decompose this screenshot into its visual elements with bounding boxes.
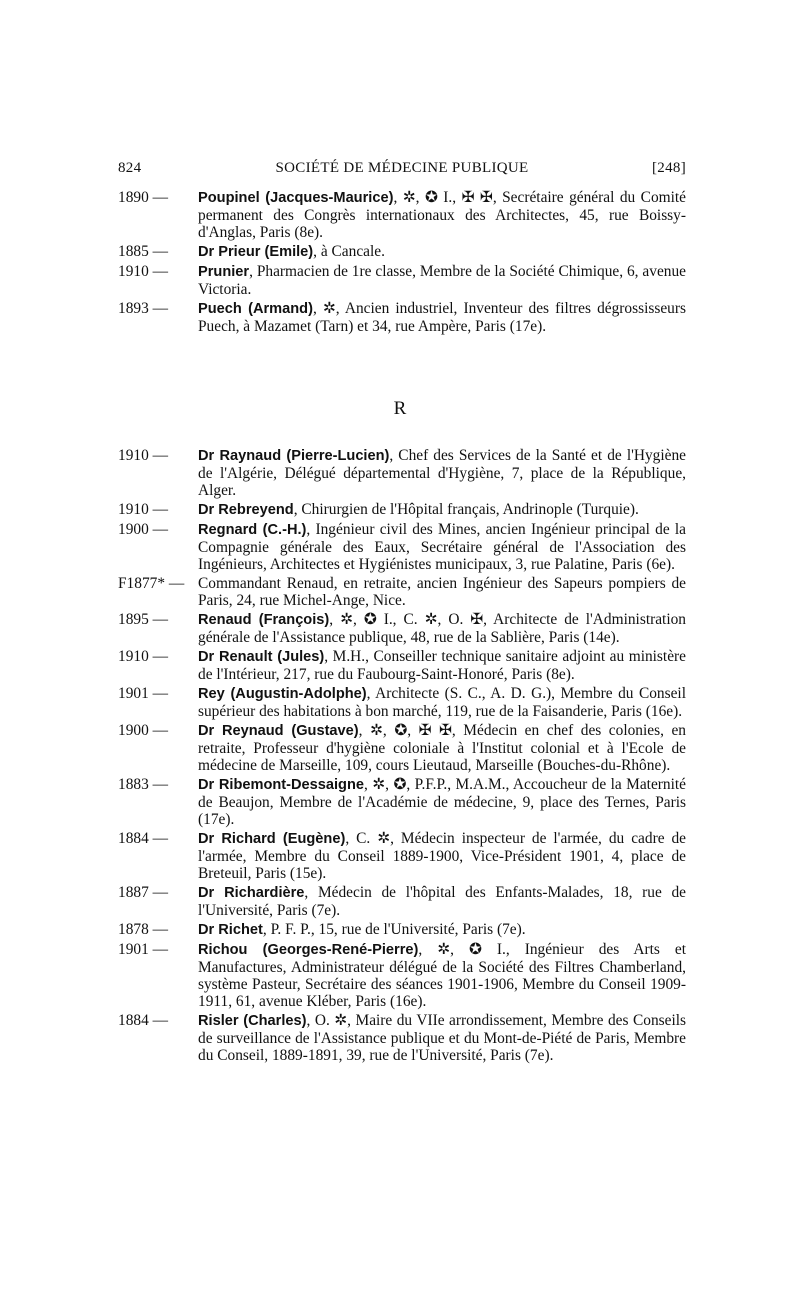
entry-name: Richou (Georges-René-Pierre)	[198, 942, 419, 958]
running-header	[118, 160, 686, 180]
section-letter: R	[393, 398, 407, 419]
entry-year: 1910 —	[118, 648, 172, 665]
entry-name: Dr Rebreyend	[198, 502, 294, 518]
entry-year: F1877* —	[118, 575, 189, 592]
list-item	[118, 263, 686, 298]
entry-name: Dr Raynaud (Pierre-Lucien)	[198, 448, 390, 464]
bracket-number: [248]	[652, 160, 686, 176]
entry-year: 1895 —	[118, 611, 172, 628]
entry-year: 1884 —	[118, 830, 172, 847]
list-item	[118, 776, 686, 828]
entry-text: , à Cancale.	[313, 243, 385, 260]
entry-name: Regnard (C.-H.)	[198, 522, 307, 538]
list-item	[118, 521, 686, 573]
list-item	[118, 575, 686, 609]
entry-text: , Chef des Services de la Santé et de l'Hygiène de l'Algérie, Délégué départemental d'Hygiène, 7, place de la République, Alger.	[198, 447, 687, 499]
entry-year: 1883 —	[118, 776, 172, 793]
member-list-r	[118, 447, 686, 1066]
list-item	[118, 300, 686, 335]
page-title: SOCIÉTÉ DE MÉDECINE PUBLIQUE	[275, 160, 529, 176]
list-item	[118, 611, 686, 646]
entry-name: Dr Renault (Jules)	[198, 649, 325, 665]
entry-name: Rey (Augustin-Adolphe)	[198, 686, 367, 702]
entry-year: 1900 —	[118, 722, 172, 739]
entry-text: , ✲, ✪ I., C. ✲, O. ✠, Architecte de l'Administration générale de l'Assistance publique, 48, rue de la Sablière, Paris (14e).	[198, 611, 686, 646]
list-item	[118, 722, 686, 774]
entry-name: Poupinel (Jacques-Maurice)	[198, 190, 394, 206]
entry-text: , ✲, ✪, P.F.P., M.A.M., Accoucheur de la Maternité de Beaujon, Membre de l'Académie de médecine, 9, place des Ternes, Paris (17e).	[198, 776, 686, 828]
entry-name: Dr Richardière	[198, 885, 305, 901]
list-item	[118, 648, 686, 683]
entry-name: Dr Richard (Eugène)	[198, 831, 346, 847]
entry-text: , ✲, Ancien industriel, Inventeur des filtres dégrossisseurs Puech, à Mazamet (Tarn) et 34, rue Ampère, Paris (17e).	[198, 300, 686, 335]
member-list-p	[118, 189, 686, 337]
list-item	[118, 501, 686, 519]
list-item	[118, 243, 686, 261]
entry-text: , ✲, ✪, ✠ ✠, Médecin en chef des colonies, en retraite, Professeur d'hygiène coloniale à l'Institut colonial et à l'Ecole de médecine de Marseille, 109, cours Lieutaud, Marseille (Bouches-du-Rhône).	[198, 722, 687, 774]
entry-name: Dr Richet	[198, 922, 263, 938]
entry-year: 1884 —	[118, 1012, 172, 1029]
list-item	[118, 189, 686, 241]
entry-name: Renaud (François)	[198, 612, 330, 628]
entry-name: Puech (Armand)	[198, 301, 313, 317]
entry-text: Commandant Renaud, en retraite, ancien Ingénieur des Sapeurs pompiers de Paris, 24, rue Michel-Ange, Nice.	[198, 575, 686, 609]
entry-year: 1878 —	[118, 921, 172, 938]
list-item	[118, 685, 686, 720]
entry-year: 1887 —	[118, 884, 172, 901]
entry-text: , Chirurgien de l'Hôpital français, Andrinople (Turquie).	[293, 501, 639, 518]
entry-name: Dr Reynaud (Gustave)	[198, 723, 359, 739]
entry-year: 1885 —	[118, 243, 172, 260]
entry-name: Dr Prieur (Emile)	[198, 244, 314, 260]
entry-text: , P. F. P., 15, rue de l'Université, Paris (7e).	[262, 921, 526, 938]
list-item	[118, 884, 686, 919]
entry-text: , O. ✲, Maire du VIIe arrondissement, Membre des Conseils de surveillance de l'Assistance publique et du Mont-de-Piété de Paris, Membre du Conseil, 1889-1891, 39, rue de l'Université, Paris (7e).	[198, 1012, 686, 1064]
list-item	[118, 921, 686, 939]
entry-text: , Ingénieur civil des Mines, ancien Ingénieur principal de la Compagnie générale des Eaux, Secrétaire général de l'Association des Ingénieurs, Architectes et Hygiénistes municipaux, 3, rue Palatine, Paris (6e).	[198, 521, 686, 573]
list-item	[118, 941, 686, 1010]
entry-year: 1910 —	[118, 501, 172, 518]
entry-year: 1910 —	[118, 263, 172, 280]
entry-text: , ✲, ✪ I., Ingénieur des Arts et Manufactures, Administrateur délégué de la Société des Filtres Chamberland, système Pasteur, Secrétaire des séances 1901-1906, Membre du Conseil 1909-1911, 61, avenue Kléber, Paris (16e).	[198, 941, 686, 1010]
entry-year: 1901 —	[118, 685, 172, 702]
entry-text: , ✲, ✪ I., ✠ ✠, Secrétaire général du Comité permanent des Congrès internationaux des Architectes, 45, rue Boissy-d'Anglas, Paris (8e).	[198, 189, 686, 241]
list-item	[118, 447, 686, 499]
entry-year: 1890 —	[118, 189, 172, 206]
entry-year: 1901 —	[118, 941, 172, 958]
entry-year: 1893 —	[118, 300, 172, 317]
entry-text: , M.H., Conseiller technique sanitaire adjoint au ministère de l'Intérieur, 217, rue du Faubourg-Saint-Honoré, Paris (8e).	[198, 648, 686, 683]
entry-name: Dr Ribemont-Dessaigne	[198, 777, 365, 793]
entry-name: Risler (Charles)	[198, 1013, 307, 1029]
entry-text: , C. ✲, Médecin inspecteur de l'armée, du cadre de l'armée, Membre du Conseil 1889-1900, Vice-Président 1901, 4, place de Breteuil, Paris (15e).	[198, 830, 687, 882]
entry-name: Prunier	[198, 264, 250, 280]
page-number: 824	[118, 160, 142, 176]
entry-year: 1910 —	[118, 447, 172, 464]
list-item	[118, 1012, 686, 1064]
entry-year: 1900 —	[118, 521, 172, 538]
list-item	[118, 830, 686, 882]
entry-text: , Médecin de l'hôpital des Enfants-Malades, 18, rue de l'Université, Paris (7e).	[198, 884, 686, 919]
entry-text: , Architecte (S. C., A. D. G.), Membre du Conseil supérieur des habitations à bon marché, 119, rue de la Faisanderie, Paris (16e).	[198, 685, 686, 720]
entry-text: , Pharmacien de 1re classe, Membre de la Société Chimique, 6, avenue Victoria.	[198, 263, 686, 298]
